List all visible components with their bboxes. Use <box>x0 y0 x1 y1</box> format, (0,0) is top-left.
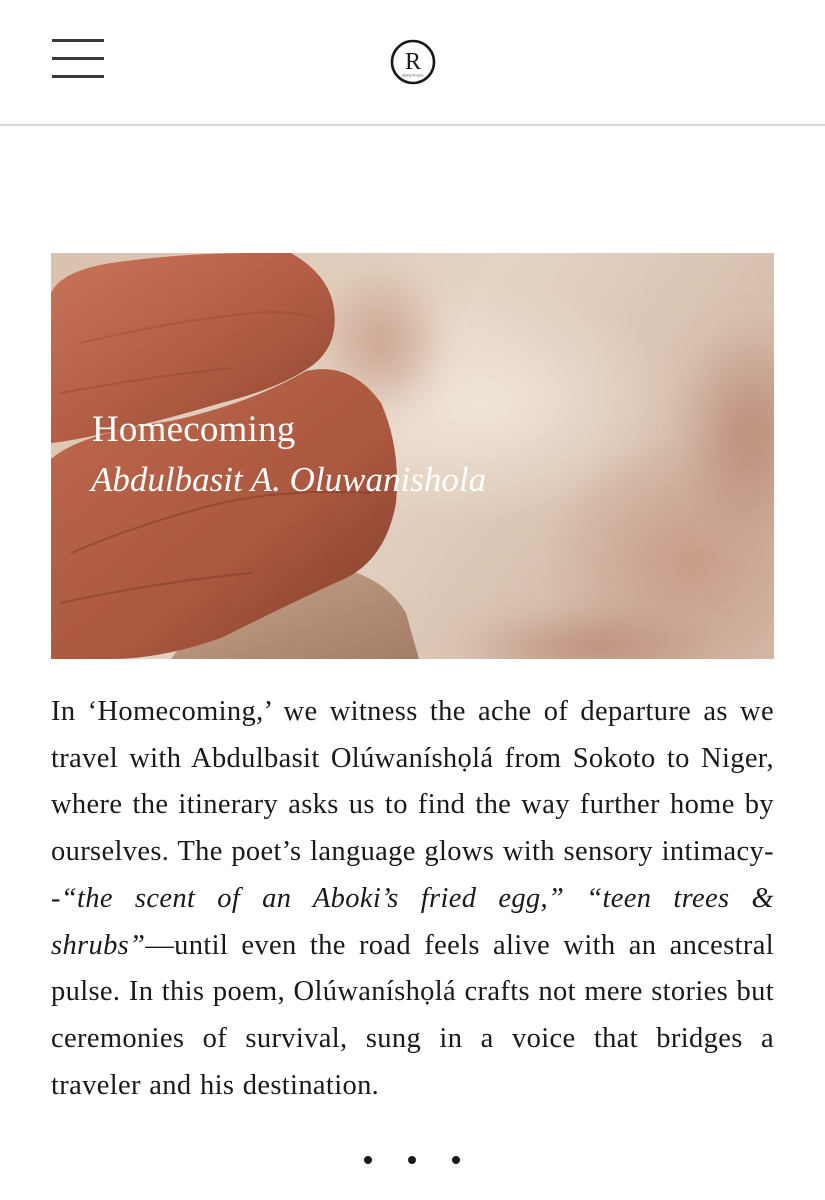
hamburger-menu-icon[interactable] <box>52 39 104 79</box>
poem-title[interactable]: Homecoming <box>92 409 296 450</box>
site-logo[interactable] <box>389 38 437 86</box>
site-header <box>0 0 825 126</box>
hero-image <box>51 253 774 659</box>
quote-fried-egg: “the scent of an Aboki’s fried egg,” <box>60 882 565 914</box>
poem-author[interactable]: Abdulbasit A. Oluwanishola <box>91 460 487 499</box>
more-dots-icon <box>360 1156 470 1168</box>
quote-trees: “teen trees & shrubs” <box>51 882 774 961</box>
logo-letter: R <box>404 49 422 75</box>
intro-text-3: —until even the road feels alive with an ancestral pulse. In this poem, Olúwaníshọlá crafts not mere stories but ceremonies of survival, sung in a voice that bridges a traveler and his destination. <box>51 929 774 1101</box>
article-intro <box>51 689 774 1109</box>
logo-subtext: Rising Phoenix <box>402 73 424 78</box>
intro-text-1: In ‘Homecoming,’ we witness the ache of departure as we travel with Abdulbasit Olúwaníshọlá from Sokoto to Niger, where the itinerary asks us to find the way further home by ourselves. The poet’s language glows with sensory intimacy-- <box>51 696 774 914</box>
